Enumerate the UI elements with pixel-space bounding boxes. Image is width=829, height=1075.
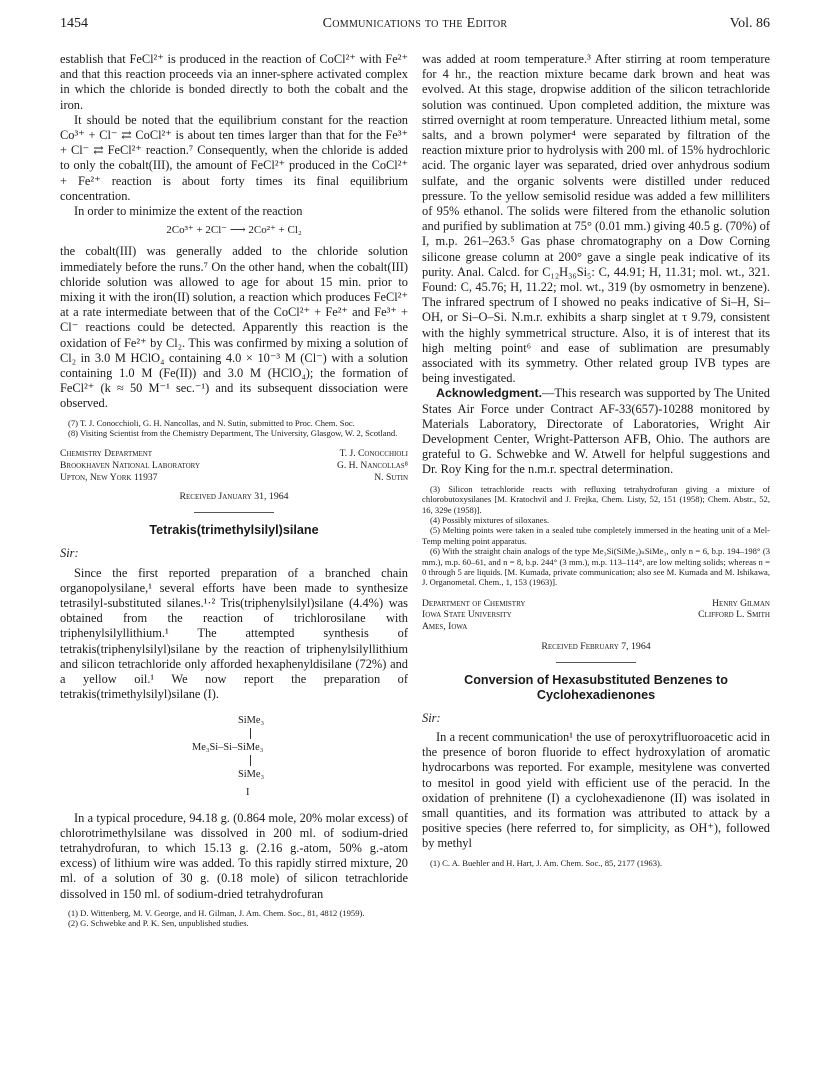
author-name: Clifford L. Smith: [698, 609, 770, 621]
affiliation-line: Brookhaven National Laboratory: [60, 460, 201, 472]
affiliation-line: Chemistry Department: [60, 448, 153, 460]
footnotes: [60, 418, 408, 439]
structure-main-chain: Me₃Si–Si–SiMe₃: [192, 741, 264, 753]
footnote: (7) T. J. Conocchioli, G. H. Nancollas, and N. Sutin, submitted to Proc. Chem. Soc.: [68, 417, 355, 428]
section-divider: [556, 662, 636, 663]
page-number: 1454: [60, 16, 88, 31]
author-name: Henry Gilman: [712, 597, 770, 609]
footnote: (2) G. Schwebke and P. K. Sen, unpublished studies.: [68, 918, 249, 929]
structure-bottom-group: SiMe₃: [238, 768, 265, 780]
footnote: (1) D. Wittenberg, M. V. George, and H. Gilman, J. Am. Chem. Soc., 81, 4812 (1959).: [68, 907, 365, 918]
author-name: G. H. Nancollas⁸: [336, 460, 408, 472]
structure-bond: [250, 755, 251, 766]
affiliation-line: Upton, New York 11937: [60, 471, 158, 483]
paragraph: was added at room temperature.³ After stirring at room temperature for 4 hr., the reaction mixture became dark brown and heat was evolved. At this stage, dropwise addition of the silicon tetrachloride solution was continued. Upon completed addition, the mixture was stirred overnight at room temperature. Unreacted lithium metal, some salts, and a brown polymer⁴ were separated by filtration of the reaction mixture prior to hydrolysis with 200 ml. of 15% hydrochloric acid. The organic layer was separated, dried over anhydrous sodium sulfate, and the organic solvents were distilled under reduced pressure. To the yellow semisolid residue was added a few milliliters of 95% ethanol. The solids were filtered from the ethanolic solution and purified by sublimation at 75° (0.01 mm.) giving 40.5 g. (70%) of I, m.p. 261–263.⁵ Gas phase chromatography on a Dow Corning silicone grease column at 200° gave a single peak indicative of its purity. Anal. Calcd. for C₁₂H₃₆Si₅: C, 44.91; H, 11.31; mol. wt., 321. Found: C, 45.76; H, 11.22; mol. wt., 319 (by osmometry in benzene). The infrared spectrum of I showed no peaks indicative of Si–H, Si–OH, or Si–O–Si. N.m.r. exhibits a sharp singlet at τ 9.79, consistent with the highly symmetrical structure. Also, it is of interest that its high melting point⁶ and ease of sublimation are presumably associated with its symmetry. Other related group IVB types are being investigated.: [422, 52, 770, 386]
author-name: T. J. Conocchioli: [339, 448, 408, 460]
footnote: (1) C. A. Buehler and H. Hart, J. Am. Chem. Soc., 85, 2177 (1963).: [430, 857, 663, 868]
author-name: N. Sutin: [374, 471, 408, 483]
author-signature-block: [60, 448, 408, 483]
footnotes: [422, 858, 770, 868]
article-title: Tetrakis(trimethylsilyl)silane: [149, 523, 319, 538]
affiliation-line: Department of Chemistry: [422, 597, 526, 609]
footnotes: [60, 908, 408, 929]
article-title: Conversion of Hexasubstituted Benzenes to Cyclohexadienones: [464, 672, 728, 702]
signature-row: [422, 609, 770, 621]
footnote: (5) Melting points were taken in a sealed tube completely immersed in the heating unit of a Mel-Temp melting point apparatus.: [422, 525, 770, 546]
footnote: (3) Silicon tetrachloride reacts with refluxing tetrahydrofuran giving a mixture of chlorobutoxysilanes [M. Kratochvil and J. Frejka, Chem. Listy, 52, 151 (1958); Chem. Abstr., 52, 16, 329e (1958)].: [422, 483, 770, 515]
paragraph: Since the first reported preparation of a branched chain organopolysilane,¹ several efforts have been made to synthesize tetrasilyl-substituted silanes.¹·² Tris(triphenylsilyl)silane (4.4%) was obtained from the reaction of trichlorosilane with triphenylsilyllithium.¹ The attempted synthesis of tetrakis(triphenylsilyl)silane by the reaction of triphenylsilyllithium and silicon tetrachloride only afforded hexaphenyldisilane (72%) and a yellow oil.¹ We now report the preparation of tetrakis(trimethylsilyl)silane (I).: [60, 565, 408, 702]
volume-label: Vol. 86: [729, 16, 770, 31]
signature-row: [422, 621, 770, 633]
structure-top-group: SiMe₃: [238, 714, 265, 726]
structure-bond: [250, 728, 251, 739]
affiliation-line: Iowa State University: [422, 609, 512, 621]
salutation: Sir:: [60, 546, 79, 561]
left-column: [60, 52, 408, 929]
acknowledgment: [422, 386, 770, 477]
chemical-structure: [60, 709, 408, 805]
paragraph: establish that FeCl²⁺ is produced in the reaction of CoCl²⁺ with Fe²⁺ and that this reaction proceeds via an inner-sphere activated complex in which the chloride is bonded directly to both the cobalt and the iron.: [60, 52, 408, 112]
received-date: Received January 31, 1964: [179, 491, 289, 503]
structure-label: I: [246, 786, 250, 798]
right-column: [422, 52, 770, 868]
section-divider: [194, 512, 274, 513]
paragraph: In a typical procedure, 94.18 g. (0.864 mole, 20% molar excess) of chlorotrimethylsilane was dissolved in 200 ml. of sodium-dried tetrahydrofuran, to which 15.13 g. (2.16 g.-atom, 50% g.-atom excess) of lithium wire was added. To this rapidly stirred mixture, 20 ml. of a solution of 30 g. (0.18 mole) of silicon tetrachloride dissolved in 150 ml. of sodium-dried tetrahydrofuran: [60, 810, 408, 901]
footnote: (8) Visiting Scientist from the Chemistry Department, The University, Glasgow, W. 2, Scotland.: [68, 428, 398, 439]
acknowledgment-heading: Acknowledgment.: [436, 386, 543, 401]
salutation: Sir:: [422, 710, 441, 725]
footnote: (6) With the straight chain analogs of the type Me₃Si(SiMe₂)ₙSiMe₃, only n = 6, b.p. 194–198° (3 mm.), m.p. 60–61, and n = 8, b.p. 244° (3 mm.), m.p. 113–114°, are low melting solids; whereas n = 0 through 5 are liquids. [M. Kumada, private communication; also see M. Kumada and M. Ishikawa, J. Organometal. Chem., 1, 153 (1963)].: [422, 546, 770, 588]
signature-row: [60, 472, 408, 484]
page-header: [60, 16, 770, 36]
paragraph: In a recent communication¹ the use of peroxytrifluoroacetic acid in the presence of boron fluoride to effect hydroxylation of aromatic hydrocarbons was reported. For example, mesitylene was converted to mesitol in good yield with efficient use of the peracid. In the oxidation of prehnitene (I) a cyclohexadienone (II) was isolated in small quantities, and its formation was attributed to attack by a positive species (here referred to, for simplicity, as OH⁺), followed by methyl: [422, 729, 770, 851]
signature-row: [60, 448, 408, 460]
equation: 2Co³⁺ + 2Cl⁻ ⟶ 2Co²⁺ + Cl₂: [166, 224, 302, 237]
footnote: (4) Possibly mixtures of siloxanes.: [430, 514, 550, 525]
affiliation-line: Ames, Iowa: [422, 620, 468, 632]
journal-section-title: Communications to the Editor: [322, 16, 508, 31]
paragraph: the cobalt(III) was generally added to the chloride solution immediately before the runs.⁷ On the other hand, when the cobalt(III) chloride solution was allowed to age for about 15 min. prior to mixing it with the iron(II) solution, a reaction which produces FeCl²⁺ at a rate intermediate between that of the CoCl²⁺ + Fe²⁺ and Fe³⁺ + Cl⁻ reactions could be detected. Apparently this reaction is the oxidation of Fe²⁺ by Cl₂. This was confirmed by mixing a solution of Cl₂ in 3.0 M HClO₄ containing 4.0 × 10⁻³ M (Cl⁻) with a solution containing 1.0 M (Fe(II)) and 3.0 M (HClO₄); the formation of FeCl²⁺ (k ≈ 50 M⁻¹ sec.⁻¹) and its subsequent dissociation were observed.: [60, 244, 408, 411]
signature-row: [60, 460, 408, 472]
paragraph: It should be noted that the equilibrium constant for the reaction Co³⁺ + Cl⁻ ⇄ CoCl²⁺ is about ten times larger than that for the Fe³⁺ + Cl⁻ ⇄ FeCl²⁺ reaction.⁷ Consequently, when the chloride is added to only the cobalt(III), the amount of FeCl²⁺ produced in the CoCl²⁺ + Fe²⁺ reaction is about forty times its final equilibrium concentration.: [60, 112, 408, 203]
paragraph: In order to minimize the extent of the reaction: [74, 204, 303, 219]
footnotes: [422, 484, 770, 588]
author-signature-block: [422, 598, 770, 633]
received-date: Received February 7, 1964: [541, 640, 651, 652]
signature-row: [422, 598, 770, 610]
acknowledgment-body: —This research was supported by The United States Air Force under Contract AF-33(657)-10288 monitored by Materials Laboratory, Directorate of Laboratories, Wright Air Development Center, Wright-Patterson AFB, Ohio. The authors are grateful to G. Schwebke and W. Atwell for helpful suggestions and Dr. Roy King for the n.m.r. spectral determination.: [422, 386, 770, 477]
